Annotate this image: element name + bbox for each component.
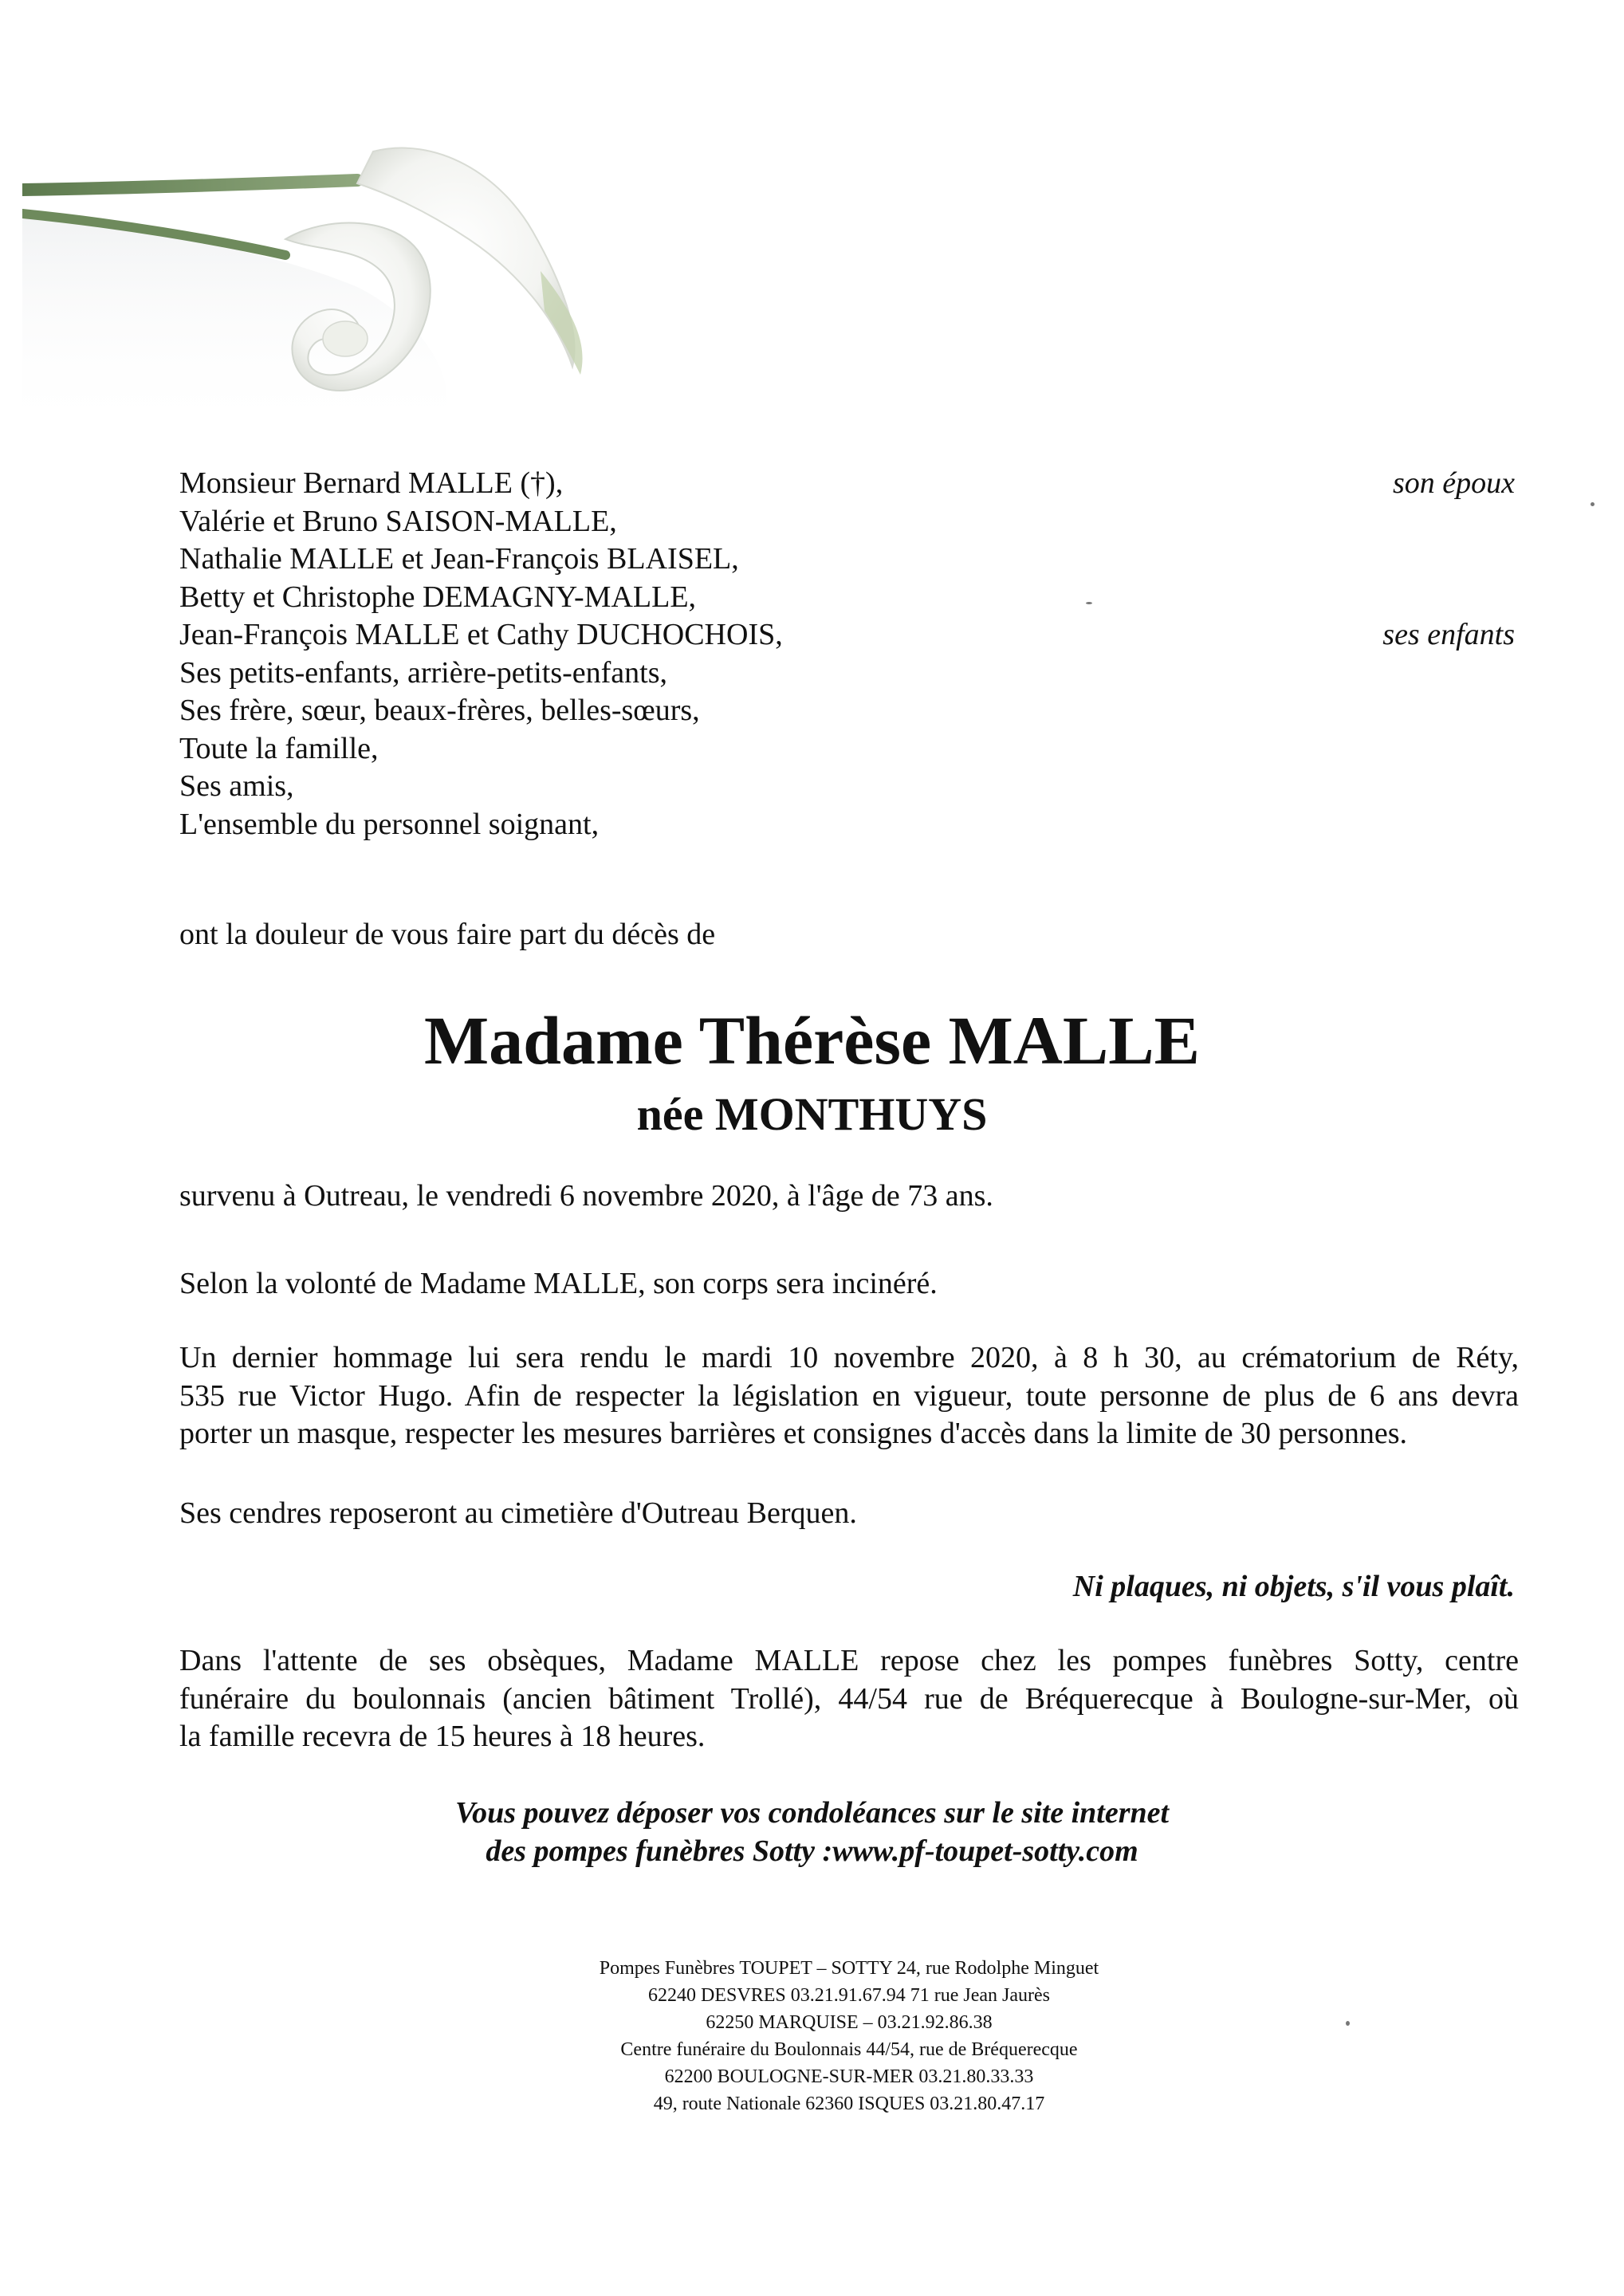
family-line: Ses petits-enfants, arrière-petits-enfants, xyxy=(179,655,667,690)
tribute-line: porter un masque, respecter les mesures barrières et consignes d'accès dans la limite de 30 personnes. xyxy=(179,1417,1408,1450)
family-line: Valérie et Bruno SAISON-MALLE, xyxy=(179,504,617,538)
funeral-home-footer xyxy=(0,1955,1624,2117)
waiting-paragraph xyxy=(179,1642,1519,1756)
footer-line: 62250 MARQUISE – 03.21.92.86.38 xyxy=(706,2012,993,2033)
condolences-line: des pompes funèbres Sotty :www.pf-toupet-sotty.com xyxy=(486,1834,1138,1868)
family-line: Monsieur Bernard MALLE (†), xyxy=(179,466,564,500)
family-line: L'ensemble du personnel soignant, xyxy=(179,807,600,841)
family-line: Nathalie MALLE et Jean-François BLAISEL, xyxy=(179,542,739,576)
condolences-line: Vous pouvez déposer vos condoléances sur le site internet xyxy=(454,1796,1170,1830)
tribute-line: Un dernier hommage lui sera rendu le mardi 10 novembre 2020, à 8 h 30, au crématorium de Réty, xyxy=(179,1341,1519,1374)
footer-line: Centre funéraire du Boulonnais 44/54, rue de Bréquerecque xyxy=(620,2039,1078,2060)
announcement-text: ont la douleur de vous faire part du décès de xyxy=(179,918,716,951)
family-line: Ses frère, sœur, beaux-frères, belles-sœurs, xyxy=(179,694,700,727)
death-details: survenu à Outreau, le vendredi 6 novembre 2020, à l'âge de 73 ans. xyxy=(179,1179,993,1213)
waiting-line: Dans l'attente de ses obsèques, Madame MALLE repose chez les pompes funèbres Sotty, centre xyxy=(179,1644,1519,1677)
deceased-name: Madame Thérèse MALLE xyxy=(424,1002,1200,1079)
family-list xyxy=(179,465,783,843)
scan-speck xyxy=(1591,502,1595,506)
waiting-line: funéraire du boulonnais (ancien bâtiment Trollé), 44/54 rue de Bréquerecque à Boulogne-sur-Mer, où xyxy=(179,1681,1519,1716)
role-children: ses enfants xyxy=(1382,618,1515,651)
footer-line: 49, route Nationale 62360 ISQUES 03.21.80.47.17 xyxy=(653,2094,1045,2114)
cremation-wish: Selon la volonté de Madame MALLE, son corps sera incinéré. xyxy=(179,1267,938,1300)
footer-line: Pompes Funèbres TOUPET – SOTTY 24, rue Rodolphe Minguet xyxy=(599,1958,1099,1979)
deceased-maiden-name: née MONTHUYS xyxy=(636,1088,988,1140)
scan-speck xyxy=(1086,602,1092,604)
family-line: Jean-François MALLE et Cathy DUCHOCHOIS, xyxy=(179,618,783,651)
footer-line: 62240 DESVRES 03.21.91.67.94 71 rue Jean Jaurès xyxy=(648,1985,1050,2006)
tribute-line: 535 rue Victor Hugo. Afin de respecter la législation en vigueur, toute personne de plus de 6 ans devra xyxy=(179,1378,1519,1413)
condolences-notice xyxy=(0,1794,1624,1870)
no-flowers-notice: Ni plaques, ni objets, s'il vous plaît. xyxy=(1072,1570,1515,1603)
family-line: Betty et Christophe DEMAGNY-MALLE, xyxy=(179,580,697,614)
waiting-line: la famille recevra de 15 heures à 18 heures. xyxy=(179,1720,706,1753)
ashes-location: Ses cendres reposeront au cimetière d'Outreau Berquen. xyxy=(179,1496,857,1530)
footer-line: 62200 BOULOGNE-SUR-MER 03.21.80.33.33 xyxy=(664,2066,1034,2087)
family-line: Toute la famille, xyxy=(179,731,379,765)
scan-speck xyxy=(1346,2021,1350,2026)
role-spouse: son époux xyxy=(1392,466,1515,500)
tribute-paragraph xyxy=(179,1339,1519,1453)
calla-lily-illustration xyxy=(22,120,628,446)
family-line: Ses amis, xyxy=(179,769,294,803)
